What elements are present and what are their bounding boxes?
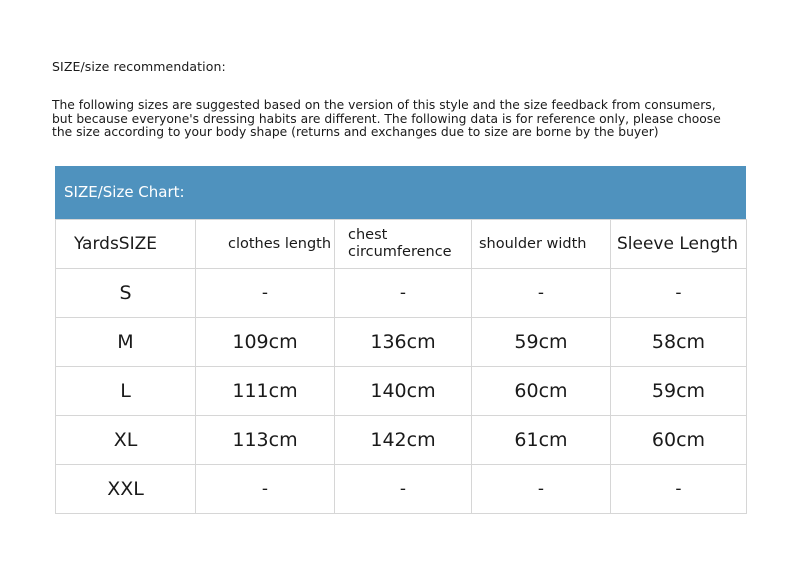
column-header-clothes-length: clothes length — [196, 220, 335, 269]
column-header-size: YardsSIZE — [56, 220, 196, 269]
page-heading: SIZE/size recommendation: — [52, 59, 226, 74]
size-cell: S — [56, 269, 196, 318]
size-cell: L — [56, 367, 196, 416]
length-cell: - — [196, 465, 335, 514]
shoulder-cell: 59cm — [472, 318, 611, 367]
length-cell: 113cm — [196, 416, 335, 465]
size-cell: XL — [56, 416, 196, 465]
size-cell: M — [56, 318, 196, 367]
shoulder-cell: 60cm — [472, 367, 611, 416]
sleeve-cell: 59cm — [611, 367, 747, 416]
sleeve-cell: 58cm — [611, 318, 747, 367]
size-chart — [55, 166, 746, 514]
column-header-chest-line1: chest — [348, 227, 388, 243]
size-table — [55, 219, 747, 514]
length-cell: - — [196, 269, 335, 318]
table-row — [56, 269, 747, 318]
shoulder-cell: - — [472, 465, 611, 514]
column-header-chest-line2: circumference — [348, 244, 452, 260]
column-header-shoulder-width: shoulder width — [472, 220, 611, 269]
chest-cell: 136cm — [335, 318, 472, 367]
shoulder-cell: 61cm — [472, 416, 611, 465]
sleeve-cell: - — [611, 465, 747, 514]
chest-cell: - — [335, 465, 472, 514]
chest-cell: - — [335, 269, 472, 318]
intro-line: The following sizes are suggested based on the version of this style and the size feedback from consumers, — [52, 98, 716, 112]
length-cell: 109cm — [196, 318, 335, 367]
length-cell: 111cm — [196, 367, 335, 416]
sleeve-cell: 60cm — [611, 416, 747, 465]
intro-paragraph — [52, 99, 752, 140]
size-cell: XXL — [56, 465, 196, 514]
intro-line: but because everyone's dressing habits are different. The following data is for reference only, please choose — [52, 111, 721, 126]
chest-cell: 140cm — [335, 367, 472, 416]
chest-cell: 142cm — [335, 416, 472, 465]
size-chart-title: SIZE/Size Chart: — [55, 166, 746, 219]
intro-line: the size according to your body shape (returns and exchanges due to size are borne by the buyer) — [52, 125, 659, 140]
table-row — [56, 318, 747, 367]
column-header-chest — [335, 220, 472, 269]
column-header-sleeve-length: Sleeve Length — [611, 220, 747, 269]
sleeve-cell: - — [611, 269, 747, 318]
table-row — [56, 367, 747, 416]
table-row — [56, 416, 747, 465]
table-row — [56, 465, 747, 514]
shoulder-cell: - — [472, 269, 611, 318]
table-header-row — [56, 220, 747, 269]
